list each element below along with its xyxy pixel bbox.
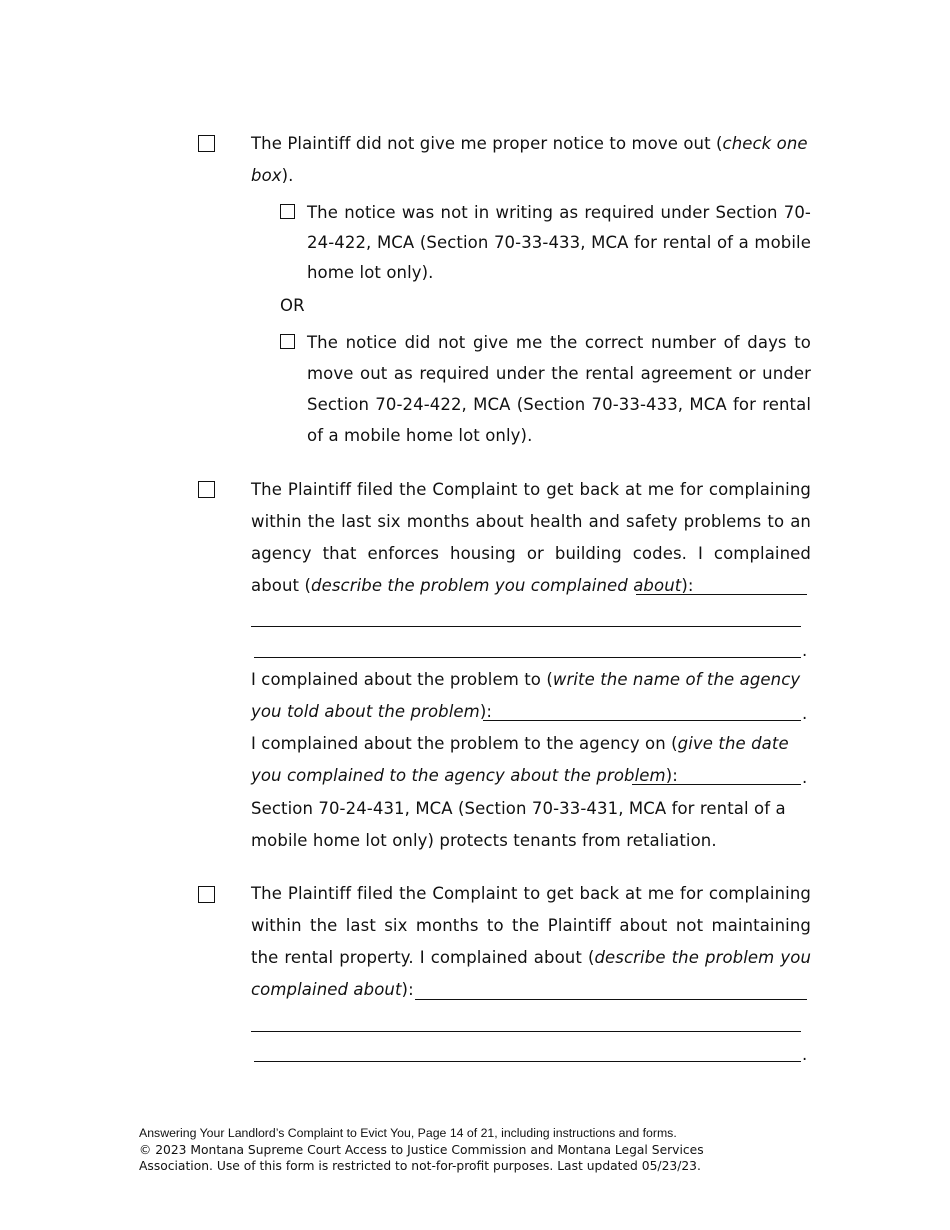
footer-copyright: © 2023 Montana Supreme Court Access to Justice Commission and Montana Legal Services Association. Use of this form is restricted to not-for-profit purposes. Last updated 05/23/23. bbox=[139, 1142, 704, 1173]
agency-name-label: I complained about the problem to (write the name of the agency you told about the problem): bbox=[251, 670, 801, 721]
retaliation-plaintiff-text: The Plaintiff filed the Complaint to get back at me for complaining within the last six months to the Plaintiff about not maintaining the rental property. I complained about (describe the problem you complained about): bbox=[251, 884, 811, 999]
maintenance-problem-field-1[interactable] bbox=[415, 999, 807, 1000]
period: . bbox=[802, 704, 808, 723]
period: . bbox=[802, 768, 808, 787]
checkbox-retaliation-plaintiff[interactable] bbox=[198, 886, 215, 903]
maintenance-problem-field-2[interactable] bbox=[251, 1031, 801, 1032]
retaliation-agency-text: The Plaintiff filed the Complaint to get back at me for complaining within the last six months about health and safety problems to an agency that enforces housing or building codes. I complained about (describe the problem you complained about): bbox=[251, 480, 811, 595]
checkbox-notice-not-in-writing[interactable] bbox=[280, 204, 295, 219]
footer-page-info: Answering Your Landlord’s Complaint to Evict You, Page 14 of 21, including instructions and forms. bbox=[139, 1126, 677, 1140]
page-footer bbox=[139, 1125, 779, 1175]
checkbox-retaliation-agency[interactable] bbox=[198, 481, 215, 498]
or-label: OR bbox=[280, 296, 305, 315]
problem-described-field-2[interactable] bbox=[251, 626, 801, 627]
agency-name-field[interactable] bbox=[483, 720, 801, 721]
complaint-date-field[interactable] bbox=[632, 784, 801, 785]
retaliation-statute-text: Section 70-24-431, MCA (Section 70-33-431, MCA for rental of a mobile home lot only) protects tenants from retaliation. bbox=[251, 799, 786, 850]
period: . bbox=[802, 641, 808, 660]
problem-described-field-3[interactable] bbox=[254, 657, 801, 658]
improper-notice-text: The Plaintiff did not give me proper notice to move out (check one box). bbox=[251, 134, 808, 185]
period: . bbox=[802, 1045, 808, 1064]
checkbox-notice-wrong-days[interactable] bbox=[280, 334, 295, 349]
complaint-date-label: I complained about the problem to the agency on (give the date you complained to the agency about the problem): bbox=[251, 734, 789, 785]
notice-not-in-writing-text: The notice was not in writing as required under Section 70-24-422, MCA (Section 70-33-433, MCA for rental of a mobile home lot only). bbox=[307, 203, 811, 282]
problem-described-field-1[interactable] bbox=[636, 594, 807, 595]
checkbox-improper-notice[interactable] bbox=[198, 135, 215, 152]
notice-wrong-days-text: The notice did not give me the correct number of days to move out as required under the rental agreement or under Section 70-24-422, MCA (Section 70-33-433, MCA for rental of a mobile home lot only). bbox=[307, 333, 811, 445]
maintenance-problem-field-3[interactable] bbox=[254, 1061, 801, 1062]
